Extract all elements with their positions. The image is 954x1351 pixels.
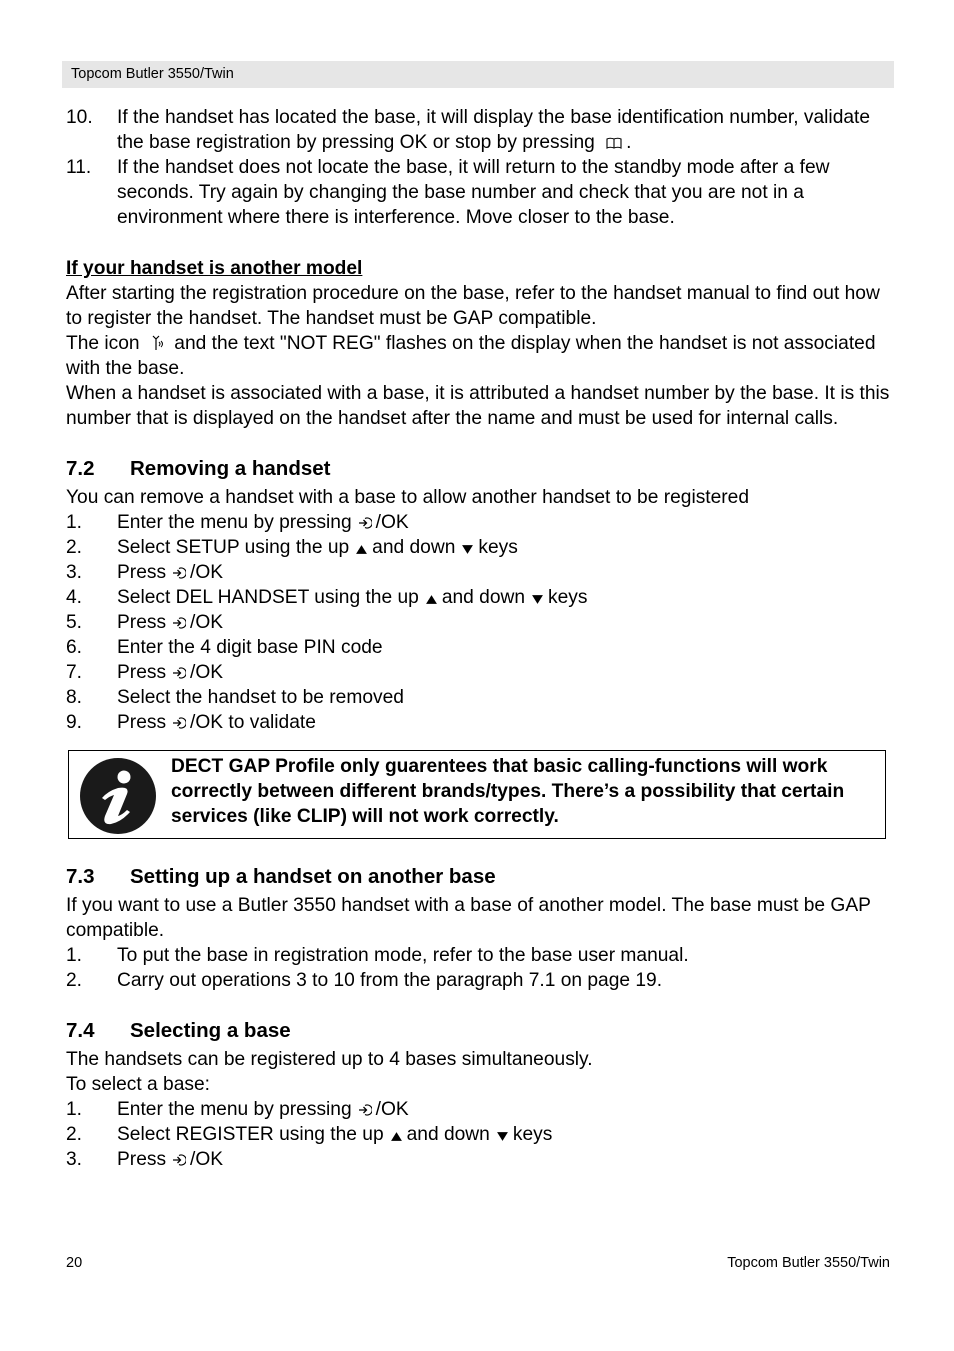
menu-ok-icon: [172, 1153, 186, 1167]
menu-ok-icon: [172, 666, 186, 680]
menu-ok-icon: [358, 1103, 372, 1117]
note-text: DECT GAP Profile only guarentees that basic calling-functions will work correctly between different brands/types. There’s a possibility that certain services (like CLIP) will not work correctly.: [171, 756, 845, 827]
menu-ok-icon: [358, 516, 372, 530]
intro-steps: [66, 105, 891, 230]
list-item: 7. Press /OK: [66, 662, 224, 683]
list-item: 1. Enter the menu by pressing /OK: [66, 1099, 409, 1120]
paragraph: The icon and the text "NOT REG" flashes on the display when the handset is not associated with the base.: [66, 333, 876, 379]
list-item: 2. Select REGISTER using the up and down keys: [66, 1124, 553, 1145]
menu-ok-icon: [172, 566, 186, 580]
paragraph: If you want to use a Butler 3550 handset with a base of another model. The base must be GAP compatible.: [66, 895, 871, 941]
section-heading-7-4: 7.4 Selecting a base: [66, 1019, 291, 1042]
list-item: 3. Press /OK: [66, 562, 224, 583]
antenna-icon: [151, 335, 165, 351]
paragraph: When a handset is associated with a base, it is attributed a handset number by the base. It is this number that is displayed on the handset after the name and must be used for internal calls.: [66, 383, 890, 429]
list-item: 8. Select the handset to be removed: [66, 687, 404, 708]
down-arrow-icon: [461, 544, 474, 555]
menu-ok-icon: [172, 616, 186, 630]
section-heading-7-2: 7.2 Removing a handset: [66, 457, 331, 480]
info-note-box: [68, 750, 886, 839]
removing-steps: [66, 510, 891, 735]
list-item: 2. Select SETUP using the up and down keys: [66, 537, 518, 558]
paragraph: You can remove a handset with a base to allow another handset to be registered: [66, 487, 750, 508]
list-item: 3. Press /OK: [66, 1149, 224, 1170]
paragraph: After starting the registration procedure on the base, refer to the handset manual to find out how to register the handset. The handset must be GAP compatible.: [66, 283, 880, 329]
menu-ok-icon: [172, 716, 186, 730]
list-item: 6. Enter the 4 digit base PIN code: [66, 637, 383, 658]
section-heading-7-3: 7.3 Setting up a handset on another base: [66, 865, 496, 888]
subheading-other-model: If your handset is another model: [66, 258, 363, 279]
down-arrow-icon: [496, 1131, 509, 1142]
header-title: Topcom Butler 3550/Twin: [71, 66, 234, 82]
info-icon: [80, 758, 156, 834]
list-item: 2. Carry out operations 3 to 10 from the paragraph 7.1 on page 19.: [66, 970, 663, 991]
down-arrow-icon: [531, 594, 544, 605]
list-item: 1. To put the base in registration mode, refer to the base user manual.: [66, 945, 689, 966]
paragraph: The handsets can be registered up to 4 bases simultaneously.: [66, 1049, 593, 1070]
page-content: [66, 105, 891, 1172]
running-header: [62, 61, 894, 88]
up-arrow-icon: [355, 544, 368, 555]
list-item: 4. Select DEL HANDSET using the up and down keys: [66, 587, 588, 608]
list-item: 9. Press /OK to validate: [66, 712, 316, 733]
another-base-steps: [66, 943, 891, 993]
paragraph: To select a base:: [66, 1074, 210, 1095]
phonebook-icon: [606, 136, 622, 150]
list-item: 10. If the handset has located the base, it will display the base identification number, validate the base registration by pressing OK or stop by pressing .: [66, 107, 871, 153]
list-item: 1. Enter the menu by pressing /OK: [66, 512, 409, 533]
list-item: 5. Press /OK: [66, 612, 224, 633]
page-number: 20: [66, 1255, 83, 1271]
select-base-steps: [66, 1097, 891, 1172]
footer-title: Topcom Butler 3550/Twin: [727, 1255, 890, 1271]
up-arrow-icon: [390, 1131, 403, 1142]
list-item: 11. If the handset does not locate the base, it will return to the standby mode after a few seconds. Try again by changing the base number and check that you are not in a environment where there is interference. Move closer to the base.: [66, 157, 830, 228]
up-arrow-icon: [425, 594, 438, 605]
